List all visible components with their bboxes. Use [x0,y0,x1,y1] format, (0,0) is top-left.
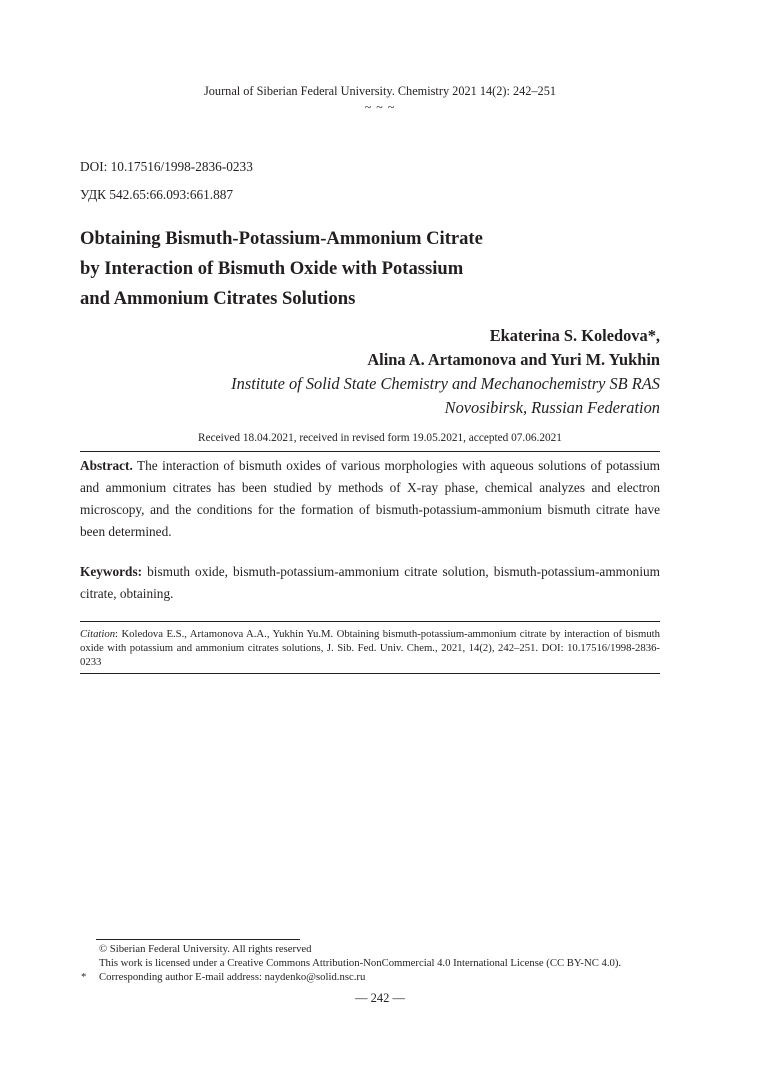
title-line: Obtaining Bismuth-Potassium-Ammonium Citrate [80,228,483,249]
keywords-label: Keywords: [80,564,143,579]
copyright-note: © Siberian Federal University. All rights reserved [99,943,312,955]
paper-title [80,224,680,314]
citation-top-rule [80,621,660,622]
citation-label: Citation [80,628,116,640]
keywords [80,561,660,605]
footnote-rule [96,939,300,940]
footnote-asterisk: * [81,971,87,983]
abstract-top-rule [80,451,660,452]
affiliation: Institute of Solid State Chemistry and Mechanochemistry SB RAS [231,374,660,393]
author-line: Ekaterina S. Koledova*, [489,326,660,345]
journal-header: Journal of Siberian Federal University. Chemistry 2021 14(2): 242–251 [204,84,556,98]
authors-block [231,324,660,420]
author-line: Alina A. Artamonova and Yuri M. Yukhin [367,350,660,369]
title-line: by Interaction of Bismuth Oxide with Potassium [80,258,464,279]
page-number: — 242 — [355,991,405,1005]
doi: DOI: 10.17516/1998-2836-0233 [80,159,253,174]
abstract-text: The interaction of bismuth oxides of various morphologies with aqueous solutions of potassium and ammonium citrates has been studied by methods of X-ray phase, chemical analyzes and electron microscopy, and the conditions for the formation of bismuth-potassium-ammonium bismuth citrate have been determined. [80,458,660,539]
corresponding-author-note: Corresponding author E-mail address: naydenko@solid.nsc.ru [99,971,366,983]
abstract-label: Abstract. [80,458,133,473]
title-line: and Ammonium Citrates Solutions [80,288,356,309]
citation [80,627,660,669]
affiliation-location: Novosibirsk, Russian Federation [444,398,660,417]
header-separator: ~ ~ ~ [364,100,396,114]
citation-text: : Koledova E.S., Artamonova A.A., Yukhin Yu.M. Obtaining bismuth-potassium-ammonium citrate by interaction of bismuth oxide with potassium and ammonium citrates solutions, J. Sib. Fed. Univ. Chem., 2021, 14(2), 242–251. DOI: 10.17516/1998-2836-0233 [80,628,660,668]
keywords-text: bismuth oxide, bismuth-potassium-ammonium citrate solution, bismuth-potassium-ammonium citrate, obtaining. [80,564,661,601]
license-note: This work is licensed under a Creative Commons Attribution-NonCommercial 4.0 International License (CC BY-NC 4.0). [99,957,622,969]
abstract [80,455,660,543]
udk: УДК 542.65:66.093:661.887 [80,187,234,202]
citation-bottom-rule [80,673,660,674]
received-dates: Received 18.04.2021, received in revised form 19.05.2021, accepted 07.06.2021 [198,432,562,444]
